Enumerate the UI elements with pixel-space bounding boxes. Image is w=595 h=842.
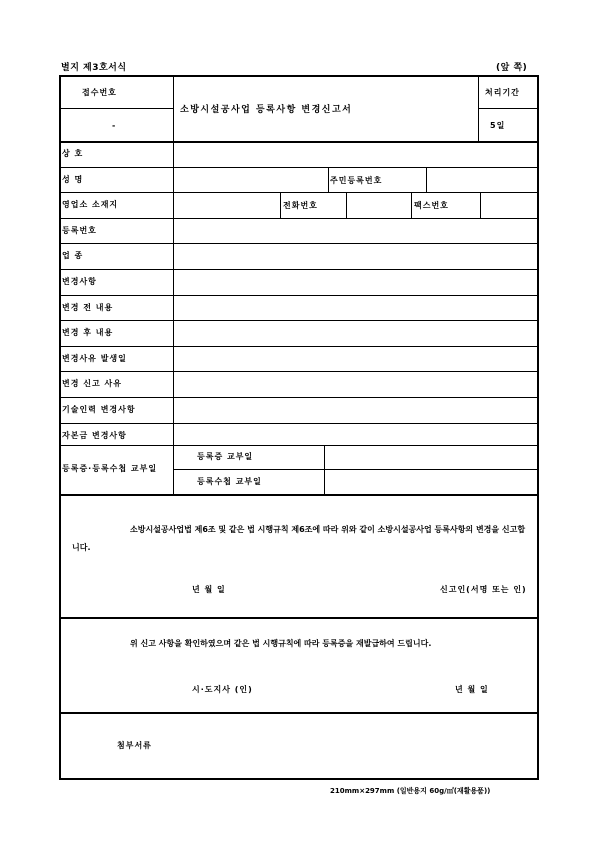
divider bbox=[411, 193, 412, 218]
divider bbox=[346, 193, 347, 218]
field-value-cell[interactable] bbox=[175, 348, 535, 369]
divider bbox=[478, 108, 539, 109]
processing-value: 5일 bbox=[490, 121, 506, 130]
field-label: 변경 후 내용 bbox=[62, 328, 114, 337]
row-divider bbox=[59, 423, 539, 424]
field-value-cell[interactable] bbox=[175, 194, 535, 215]
divider bbox=[59, 494, 539, 496]
attachment-label: 첨부서류 bbox=[117, 741, 152, 750]
divider bbox=[480, 193, 481, 218]
field-label: 영업소 소재지 bbox=[62, 200, 119, 209]
field-label: 변경 신고 사유 bbox=[62, 379, 122, 388]
processing-label: 처리기간 bbox=[485, 88, 520, 97]
declaration-text: 소방시설공사업법 제6조 및 같은 법 시행규칙 제6조에 따라 위와 같이 소방시설공사업 등록사항의 변경을 신고합니다. bbox=[72, 525, 526, 552]
divider bbox=[173, 75, 174, 142]
divider bbox=[59, 712, 539, 714]
form-number: 별지 제3호서식 bbox=[61, 63, 127, 73]
confirmation-text: 위 신고 사항을 확인하였으며 같은 법 시행규칙에 따라 등록증을 재발급하여 드립니다. bbox=[130, 639, 432, 648]
confirmation-date: 년 월 일 bbox=[455, 685, 489, 694]
row-divider bbox=[59, 218, 539, 219]
field-value-cell[interactable] bbox=[175, 271, 535, 292]
row-divider bbox=[59, 295, 539, 296]
row-divider bbox=[59, 269, 539, 270]
form-title: 소방시설공사업 등록사항 변경신고서 bbox=[180, 105, 353, 115]
field-label: 업 종 bbox=[62, 251, 84, 260]
row-divider bbox=[59, 243, 539, 244]
row-divider bbox=[59, 192, 539, 193]
field-value-cell[interactable] bbox=[175, 373, 535, 394]
divider bbox=[328, 168, 329, 193]
field-label: 등록번호 bbox=[62, 226, 97, 235]
field-value-cell[interactable] bbox=[175, 245, 535, 266]
divider bbox=[280, 193, 281, 218]
field-value-cell[interactable] bbox=[175, 399, 535, 420]
row-divider bbox=[59, 445, 539, 446]
handbook-issue-label: 등록수첩 교부일 bbox=[197, 477, 262, 486]
field-label: 상 호 bbox=[62, 149, 84, 158]
receipt-value: - bbox=[112, 121, 117, 130]
declaration-signer: 신고인(서명 또는 인) bbox=[440, 585, 527, 594]
issue-date-label: 등록증·등록수첩 교부일 bbox=[62, 464, 158, 473]
row-divider bbox=[59, 346, 539, 347]
divider bbox=[173, 141, 174, 494]
resident-number-label: 주민등록번호 bbox=[330, 176, 383, 185]
divider bbox=[59, 617, 539, 619]
field-value-cell[interactable] bbox=[175, 425, 535, 446]
fax-label: 팩스번호 bbox=[414, 201, 449, 210]
divider bbox=[173, 469, 539, 470]
field-label: 기술인력 변경사항 bbox=[62, 405, 136, 414]
row-divider bbox=[59, 167, 539, 168]
certificate-issue-label: 등록증 교부일 bbox=[197, 452, 254, 461]
confirmation-signer: 시·도지사 (인) bbox=[192, 685, 253, 694]
field-value-cell[interactable] bbox=[175, 297, 535, 318]
field-value-cell[interactable] bbox=[175, 143, 535, 164]
declaration-date: 년 월 일 bbox=[192, 585, 226, 594]
field-label: 성 명 bbox=[62, 175, 84, 184]
row-divider bbox=[59, 397, 539, 398]
receipt-label: 접수번호 bbox=[82, 88, 117, 97]
row-divider bbox=[59, 320, 539, 321]
row-divider bbox=[59, 371, 539, 372]
divider bbox=[426, 168, 427, 193]
field-label: 변경사유 발생일 bbox=[62, 354, 127, 363]
field-label: 변경 전 내용 bbox=[62, 303, 114, 312]
paper-spec: 210mm×297mm (일반용지 60g/㎡(재활용품)) bbox=[330, 787, 491, 795]
divider bbox=[59, 108, 173, 109]
field-label: 변경사항 bbox=[62, 277, 97, 286]
page-note: (앞 쪽) bbox=[496, 63, 528, 73]
field-value-cell[interactable] bbox=[175, 322, 535, 343]
field-label: 자본금 변경사항 bbox=[62, 431, 127, 440]
field-value-cell[interactable] bbox=[175, 220, 535, 241]
phone-label: 전화번호 bbox=[283, 201, 318, 210]
